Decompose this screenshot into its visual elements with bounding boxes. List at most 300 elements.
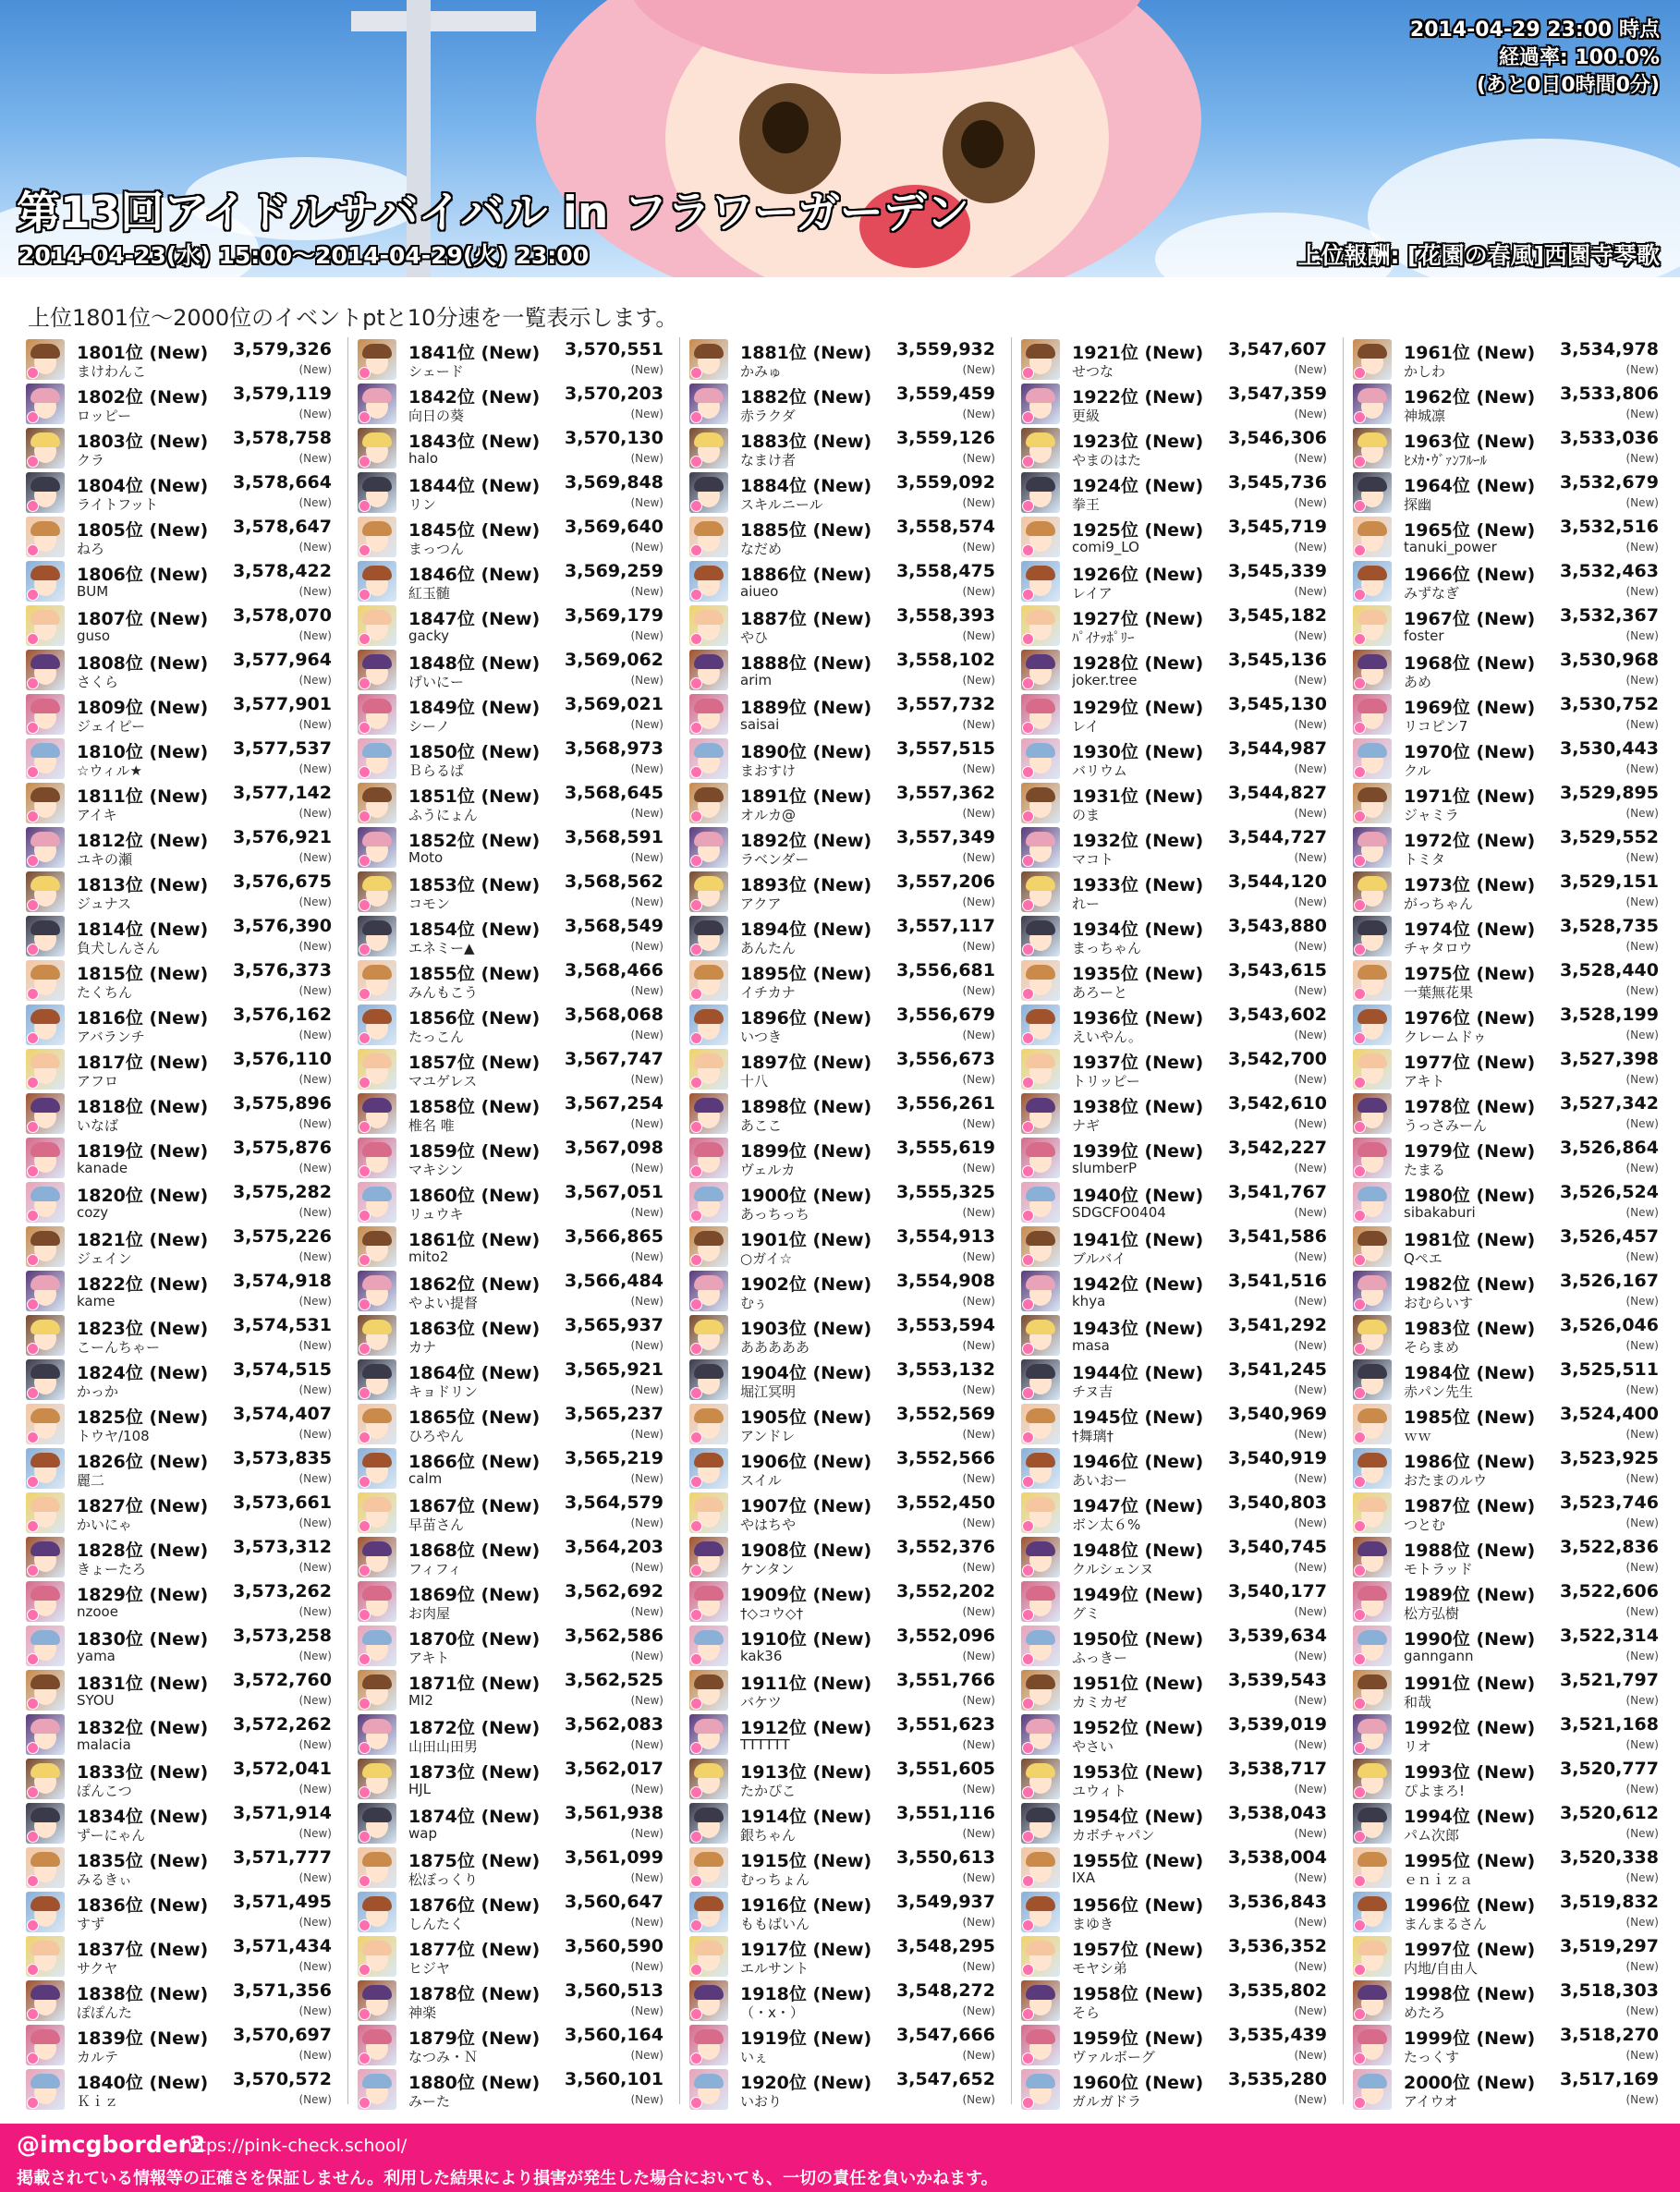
ten-minute-speed: (New) xyxy=(962,1073,995,1086)
producer-name: ユウィト xyxy=(1072,1783,1127,1799)
event-points: 3,557,732 xyxy=(896,694,995,714)
idol-card-thumbnail-icon xyxy=(1021,339,1060,380)
ranking-entry xyxy=(358,1003,669,1047)
rank-label: 1910位 (New) xyxy=(740,1629,872,1650)
rank-label: 1928位 (New) xyxy=(1072,653,1204,674)
idol-card-thumbnail-icon xyxy=(689,1980,728,2021)
idol-card-thumbnail-icon xyxy=(26,960,65,1001)
idol-card-thumbnail-icon xyxy=(26,1581,65,1622)
ten-minute-speed: (New) xyxy=(1625,1295,1659,1308)
producer-name: アイウオ xyxy=(1404,2093,1458,2110)
ten-minute-speed: (New) xyxy=(1294,496,1327,509)
rank-label: 1848位 (New) xyxy=(408,653,541,674)
ranking-entry xyxy=(1021,1003,1333,1047)
ranking-entry xyxy=(358,1313,669,1358)
event-points: 3,577,142 xyxy=(233,783,332,803)
ten-minute-speed: (New) xyxy=(962,1162,995,1175)
event-points: 3,551,116 xyxy=(896,1803,995,1823)
ranking-entry xyxy=(358,1446,669,1491)
producer-name: 内地/自由人 xyxy=(1404,1960,1479,1977)
idol-card-thumbnail-icon xyxy=(1021,1892,1060,1932)
ten-minute-speed: (New) xyxy=(630,452,663,465)
ten-minute-speed: (New) xyxy=(298,1162,332,1175)
producer-name: リン xyxy=(408,496,437,513)
ranking-entry xyxy=(1353,559,1664,603)
rank-label: 1801位 (New) xyxy=(77,343,209,363)
ranking-entry xyxy=(26,1668,337,1712)
ten-minute-speed: (New) xyxy=(630,2049,663,2062)
producer-name: カナ xyxy=(408,1339,437,1356)
producer-name: エルサント xyxy=(740,1960,810,1977)
producer-name: ぴよまろ! xyxy=(1404,1783,1466,1799)
ten-minute-speed: (New) xyxy=(630,1206,663,1219)
idol-card-thumbnail-icon xyxy=(358,1182,396,1223)
idol-card-thumbnail-icon xyxy=(26,472,65,513)
rank-label: 1970位 (New) xyxy=(1404,742,1536,762)
producer-name: お肉屋 xyxy=(408,1605,451,1622)
producer-name: れー xyxy=(1072,895,1101,912)
producer-name: せつな xyxy=(1072,363,1114,380)
ranking-entry xyxy=(689,603,1001,648)
idol-card-thumbnail-icon xyxy=(26,1315,65,1356)
ranking-entry xyxy=(26,914,337,958)
producer-name: めたろ xyxy=(1404,2004,1446,2021)
ranking-entry xyxy=(26,648,337,692)
ranking-entry xyxy=(1021,2067,1333,2112)
ten-minute-speed: (New) xyxy=(1625,851,1659,864)
ranking-entry xyxy=(26,1313,337,1358)
ten-minute-speed: (New) xyxy=(298,674,332,687)
producer-name: ねろ xyxy=(77,541,105,557)
ranking-entry xyxy=(689,337,1001,382)
rank-label: 1856位 (New) xyxy=(408,1008,541,1029)
ranking-column xyxy=(689,337,1001,2110)
producer-name: Qペエ xyxy=(1404,1250,1443,1267)
idol-card-thumbnail-icon xyxy=(689,1005,728,1045)
producer-name: ｗｗ xyxy=(1404,1428,1432,1444)
ten-minute-speed: (New) xyxy=(1294,851,1327,864)
producer-name: トリッピー xyxy=(1072,1073,1140,1090)
ten-minute-speed: (New) xyxy=(1294,1871,1327,1884)
rank-label: 1874位 (New) xyxy=(408,1807,541,1827)
ten-minute-speed: (New) xyxy=(1625,1162,1659,1175)
event-points: 3,558,102 xyxy=(896,650,995,670)
ten-minute-speed: (New) xyxy=(1294,984,1327,997)
producer-name: すず xyxy=(77,1916,105,1932)
rank-label: 1995位 (New) xyxy=(1404,1851,1536,1871)
idol-card-thumbnail-icon xyxy=(358,871,396,912)
idol-card-thumbnail-icon xyxy=(689,1759,728,1799)
ranking-entry xyxy=(358,382,669,426)
producer-name: SDGCFO0404 xyxy=(1072,1204,1166,1221)
rank-label: 1898位 (New) xyxy=(740,1097,872,1117)
producer-name: ユキの瀬 xyxy=(77,851,133,868)
producer-name: こーんちゃー xyxy=(77,1339,161,1356)
ranking-entry xyxy=(358,1801,669,1845)
producer-name: のま xyxy=(1072,807,1101,823)
ten-minute-speed: (New) xyxy=(1294,585,1327,598)
ten-minute-speed: (New) xyxy=(630,363,663,376)
rank-label: 1965位 (New) xyxy=(1404,520,1536,541)
idol-card-thumbnail-icon xyxy=(1021,1847,1060,1888)
ranking-entry xyxy=(689,781,1001,825)
event-points: 3,529,895 xyxy=(1560,783,1659,803)
idol-card-thumbnail-icon xyxy=(1353,783,1392,823)
idol-card-thumbnail-icon xyxy=(1353,339,1392,380)
event-points: 3,560,647 xyxy=(565,1892,663,1912)
ten-minute-speed: (New) xyxy=(1625,1871,1659,1884)
idol-card-thumbnail-icon xyxy=(1353,1581,1392,1622)
rank-label: 1912位 (New) xyxy=(740,1718,872,1738)
producer-name: カルテ xyxy=(77,2049,119,2065)
ten-minute-speed: (New) xyxy=(1625,718,1659,731)
ten-minute-speed: (New) xyxy=(962,541,995,554)
rank-label: 1810位 (New) xyxy=(77,742,209,762)
rank-label: 1929位 (New) xyxy=(1072,698,1204,718)
rank-label: 1941位 (New) xyxy=(1072,1230,1204,1250)
producer-name: comi9_LO xyxy=(1072,539,1139,555)
ranking-entry xyxy=(26,1624,337,1668)
producer-name: うっさみーん xyxy=(1404,1117,1488,1134)
ten-minute-speed: (New) xyxy=(962,1339,995,1352)
rank-label: 1945位 (New) xyxy=(1072,1407,1204,1428)
rank-label: 1821位 (New) xyxy=(77,1230,209,1250)
ranking-entry xyxy=(1353,1845,1664,1890)
ranking-entry xyxy=(1353,1624,1664,1668)
idol-card-thumbnail-icon xyxy=(689,1537,728,1577)
event-points: 3,568,562 xyxy=(565,871,663,892)
producer-name: ふっきー xyxy=(1072,1650,1128,1666)
rank-label: 1979位 (New) xyxy=(1404,1141,1536,1162)
producer-name: foster xyxy=(1404,627,1444,644)
producer-name: あっちっち xyxy=(740,1206,810,1223)
producer-name: BUM xyxy=(77,583,109,600)
event-points: 3,565,219 xyxy=(565,1448,663,1468)
rank-label: 1937位 (New) xyxy=(1072,1053,1204,1073)
producer-name: 神楽 xyxy=(408,2004,437,2021)
idol-card-thumbnail-icon xyxy=(1353,871,1392,912)
ranking-entry xyxy=(1353,914,1664,958)
idol-card-thumbnail-icon xyxy=(689,1803,728,1844)
ranking-entry xyxy=(1353,1801,1664,1845)
ten-minute-speed: (New) xyxy=(298,1960,332,1973)
event-points: 3,518,270 xyxy=(1560,2025,1659,2045)
producer-name: えいやん。 xyxy=(1072,1029,1142,1045)
rank-label: 1915位 (New) xyxy=(740,1851,872,1871)
producer-name: arim xyxy=(740,672,773,688)
idol-card-thumbnail-icon xyxy=(689,517,728,557)
rank-label: 1887位 (New) xyxy=(740,609,872,629)
idol-card-thumbnail-icon xyxy=(1021,916,1060,956)
producer-name: かいにゃ xyxy=(77,1516,132,1533)
ranking-entry xyxy=(26,1890,337,1934)
idol-card-thumbnail-icon xyxy=(358,916,396,956)
ranking-entry xyxy=(1353,515,1664,559)
column-divider xyxy=(1343,337,1344,2104)
site-url-link[interactable]: https://pink-check.school/ xyxy=(181,2136,408,2156)
rank-label: 1985位 (New) xyxy=(1404,1407,1536,1428)
event-points: 3,560,590 xyxy=(565,1936,663,1956)
ten-minute-speed: (New) xyxy=(1294,1029,1327,1041)
event-points: 3,575,876 xyxy=(233,1138,332,1158)
producer-name: つとむ xyxy=(1404,1516,1446,1533)
idol-card-thumbnail-icon xyxy=(1353,1759,1392,1799)
ten-minute-speed: (New) xyxy=(630,762,663,775)
idol-card-thumbnail-icon xyxy=(1021,1271,1060,1311)
producer-name: slumberP xyxy=(1072,1160,1138,1176)
ranking-entry xyxy=(358,1047,669,1091)
ten-minute-speed: (New) xyxy=(1294,1073,1327,1086)
event-points: 3,562,586 xyxy=(565,1626,663,1646)
ten-minute-speed: (New) xyxy=(1294,1650,1327,1662)
event-points: 3,571,777 xyxy=(233,1847,332,1868)
idol-card-thumbnail-icon xyxy=(358,1359,396,1400)
event-points: 3,549,937 xyxy=(896,1892,995,1912)
ranking-entry xyxy=(689,1003,1001,1047)
rank-label: 1923位 (New) xyxy=(1072,432,1204,452)
event-points: 3,552,096 xyxy=(896,1626,995,1646)
ten-minute-speed: (New) xyxy=(1294,1428,1327,1441)
event-points: 3,540,803 xyxy=(1228,1492,1327,1513)
producer-name: 紅玉髄 xyxy=(408,585,451,602)
event-points: 3,532,367 xyxy=(1560,605,1659,626)
idol-card-thumbnail-icon xyxy=(689,827,728,868)
twitter-handle-link[interactable]: @imcgborder2 xyxy=(17,2131,206,2158)
rank-label: 1927位 (New) xyxy=(1072,609,1204,629)
ranking-entry xyxy=(26,470,337,515)
ranking-entry xyxy=(689,914,1001,958)
idol-card-thumbnail-icon xyxy=(358,1138,396,1178)
event-points: 3,552,569 xyxy=(896,1404,995,1424)
ten-minute-speed: (New) xyxy=(962,1694,995,1707)
idol-card-thumbnail-icon xyxy=(689,2069,728,2110)
rank-label: 1981位 (New) xyxy=(1404,1230,1536,1250)
rank-label: 1893位 (New) xyxy=(740,875,872,895)
ten-minute-speed: (New) xyxy=(630,1295,663,1308)
rank-label: 1957位 (New) xyxy=(1072,1940,1204,1960)
rank-label: 1868位 (New) xyxy=(408,1540,541,1561)
idol-card-thumbnail-icon xyxy=(26,916,65,956)
rank-label: 1842位 (New) xyxy=(408,387,541,408)
event-points: 3,567,098 xyxy=(565,1138,663,1158)
ten-minute-speed: (New) xyxy=(962,718,995,731)
ten-minute-speed: (New) xyxy=(1294,1827,1327,1840)
ten-minute-speed: (New) xyxy=(630,984,663,997)
idol-card-thumbnail-icon xyxy=(1353,517,1392,557)
producer-name: ジェイン xyxy=(77,1250,132,1267)
ten-minute-speed: (New) xyxy=(630,1871,663,1884)
idol-card-thumbnail-icon xyxy=(358,561,396,602)
rank-label: 1922位 (New) xyxy=(1072,387,1204,408)
event-points: 3,538,004 xyxy=(1228,1847,1327,1868)
event-points: 3,545,182 xyxy=(1228,605,1327,626)
ranking-entry xyxy=(689,1535,1001,1579)
producer-name: チャタロウ xyxy=(1404,940,1473,956)
idol-card-thumbnail-icon xyxy=(1353,1803,1392,1844)
event-points: 3,532,516 xyxy=(1560,517,1659,537)
producer-name: やまのはた xyxy=(1072,452,1142,469)
producer-name: IXA xyxy=(1072,1869,1095,1886)
event-points: 3,527,398 xyxy=(1560,1049,1659,1069)
event-points: 3,554,913 xyxy=(896,1226,995,1247)
producer-name: シェード xyxy=(408,363,464,380)
ten-minute-speed: (New) xyxy=(630,1650,663,1662)
rank-label: 1896位 (New) xyxy=(740,1008,872,1029)
producer-name: wap xyxy=(408,1825,437,1842)
ranking-column xyxy=(26,337,337,2110)
column-divider xyxy=(1011,337,1012,2104)
ten-minute-speed: (New) xyxy=(1625,2004,1659,2017)
event-points: 3,570,697 xyxy=(233,2025,332,2045)
ten-minute-speed: (New) xyxy=(298,1827,332,1840)
rank-label: 1859位 (New) xyxy=(408,1141,541,1162)
producer-name: ひろやん xyxy=(408,1428,465,1444)
ten-minute-speed: (New) xyxy=(1294,1472,1327,1485)
ten-minute-speed: (New) xyxy=(630,1383,663,1396)
idol-card-thumbnail-icon xyxy=(689,1581,728,1622)
ten-minute-speed: (New) xyxy=(630,940,663,953)
event-points: 3,567,254 xyxy=(565,1093,663,1114)
rank-label: 1952位 (New) xyxy=(1072,1718,1204,1738)
footer xyxy=(0,2124,1680,2192)
producer-name: calm xyxy=(408,1470,443,1487)
producer-name: HJL xyxy=(408,1781,432,1797)
idol-card-thumbnail-icon xyxy=(358,1847,396,1888)
ranking-entry xyxy=(26,1801,337,1845)
ranking-entry xyxy=(1021,426,1333,470)
producer-name: あここ xyxy=(740,1117,783,1134)
event-points: 3,540,919 xyxy=(1228,1448,1327,1468)
event-points: 3,576,675 xyxy=(233,871,332,892)
event-points: 3,570,551 xyxy=(565,339,663,359)
producer-name: TTTTTT xyxy=(740,1736,790,1753)
event-points: 3,526,524 xyxy=(1560,1182,1659,1202)
event-points: 3,520,338 xyxy=(1560,1847,1659,1868)
rank-label: 1805位 (New) xyxy=(77,520,209,541)
producer-name: ヴァルボーグ xyxy=(1072,2049,1155,2065)
event-points: 3,538,717 xyxy=(1228,1759,1327,1779)
producer-name: アンドレ xyxy=(740,1428,796,1444)
ranking-entry xyxy=(358,1269,669,1313)
idol-card-thumbnail-icon xyxy=(1353,1005,1392,1045)
ranking-entry xyxy=(1353,1668,1664,1712)
idol-card-thumbnail-icon xyxy=(689,1626,728,1666)
rank-label: 1902位 (New) xyxy=(740,1274,872,1295)
ranking-entry xyxy=(1021,1446,1333,1491)
ten-minute-speed: (New) xyxy=(962,1916,995,1929)
ten-minute-speed: (New) xyxy=(1625,363,1659,376)
idol-card-thumbnail-icon xyxy=(1021,1936,1060,1977)
event-points: 3,571,356 xyxy=(233,1980,332,2001)
rank-label: 1980位 (New) xyxy=(1404,1186,1536,1206)
idol-card-thumbnail-icon xyxy=(1021,1404,1060,1444)
ranking-entry xyxy=(1021,1934,1333,1979)
event-points: 3,542,227 xyxy=(1228,1138,1327,1158)
ranking-entry xyxy=(26,1003,337,1047)
rank-label: 1882位 (New) xyxy=(740,387,872,408)
producer-name: マコト xyxy=(1072,851,1114,868)
idol-card-thumbnail-icon xyxy=(1021,650,1060,690)
rank-label: 1899位 (New) xyxy=(740,1141,872,1162)
ranking-entry xyxy=(1021,1712,1333,1757)
idol-card-thumbnail-icon xyxy=(1021,2025,1060,2065)
ranking-entry xyxy=(1021,737,1333,781)
ten-minute-speed: (New) xyxy=(298,762,332,775)
ranking-entry xyxy=(689,1979,1001,2023)
rank-label: 1996位 (New) xyxy=(1404,1895,1536,1916)
producer-name: バケツ xyxy=(740,1694,782,1711)
rank-label: 1864位 (New) xyxy=(408,1363,541,1383)
event-points: 3,570,130 xyxy=(565,428,663,448)
idol-card-thumbnail-icon xyxy=(689,1670,728,1711)
rank-label: 1878位 (New) xyxy=(408,1984,541,2004)
ranking-entry xyxy=(1021,1491,1333,1535)
ranking-entry xyxy=(689,1402,1001,1446)
rank-label: 1853位 (New) xyxy=(408,875,541,895)
ranking-entry xyxy=(689,1890,1001,1934)
rank-label: 1843位 (New) xyxy=(408,432,541,452)
event-points: 3,523,746 xyxy=(1560,1492,1659,1513)
idol-card-thumbnail-icon xyxy=(1021,1537,1060,1577)
producer-name: いつき xyxy=(740,1029,783,1045)
producer-name: そら xyxy=(1072,2004,1101,2021)
event-points: 3,540,969 xyxy=(1228,1404,1327,1424)
rank-label: 1962位 (New) xyxy=(1404,387,1536,408)
event-points: 3,557,117 xyxy=(896,916,995,936)
event-points: 3,568,645 xyxy=(565,783,663,803)
ten-minute-speed: (New) xyxy=(1625,1339,1659,1352)
idol-card-thumbnail-icon xyxy=(689,916,728,956)
event-points: 3,576,110 xyxy=(233,1049,332,1069)
rank-label: 1900位 (New) xyxy=(740,1186,872,1206)
event-points: 3,557,362 xyxy=(896,783,995,803)
rank-label: 1839位 (New) xyxy=(77,2028,209,2049)
rank-label: 1863位 (New) xyxy=(408,1319,541,1339)
event-points: 3,544,120 xyxy=(1228,871,1327,892)
producer-name: あろーと xyxy=(1072,984,1128,1001)
ranking-entry xyxy=(1021,1269,1333,1313)
ranking-entry xyxy=(26,1224,337,1269)
rank-label: 1909位 (New) xyxy=(740,1585,872,1605)
idol-card-thumbnail-icon xyxy=(689,960,728,1001)
ranking-entry xyxy=(358,559,669,603)
rank-label: 1986位 (New) xyxy=(1404,1452,1536,1472)
ranking-entry xyxy=(26,1712,337,1757)
event-points: 3,565,921 xyxy=(565,1359,663,1380)
ranking-entry xyxy=(358,426,669,470)
rank-label: 1829位 (New) xyxy=(77,1585,209,1605)
idol-card-thumbnail-icon xyxy=(689,738,728,779)
producer-name: 堀江冥明 xyxy=(740,1383,797,1400)
idol-card-thumbnail-icon xyxy=(358,1271,396,1311)
idol-card-thumbnail-icon xyxy=(1353,1714,1392,1755)
idol-card-thumbnail-icon xyxy=(1353,472,1392,513)
ten-minute-speed: (New) xyxy=(298,629,332,642)
ten-minute-speed: (New) xyxy=(962,1605,995,1618)
producer-name: ジュナス xyxy=(77,895,132,912)
idol-card-thumbnail-icon xyxy=(358,384,396,424)
rank-label: 1972位 (New) xyxy=(1404,831,1536,851)
rank-label: 1916位 (New) xyxy=(740,1895,872,1916)
idol-card-thumbnail-icon xyxy=(1021,871,1060,912)
idol-card-thumbnail-icon xyxy=(689,871,728,912)
idol-card-thumbnail-icon xyxy=(689,605,728,646)
ranking-entry xyxy=(358,1402,669,1446)
ranking-entry xyxy=(1021,870,1333,914)
idol-card-thumbnail-icon xyxy=(689,339,728,380)
event-points: 3,535,439 xyxy=(1228,2025,1327,2045)
rank-label: 1852位 (New) xyxy=(408,831,541,851)
